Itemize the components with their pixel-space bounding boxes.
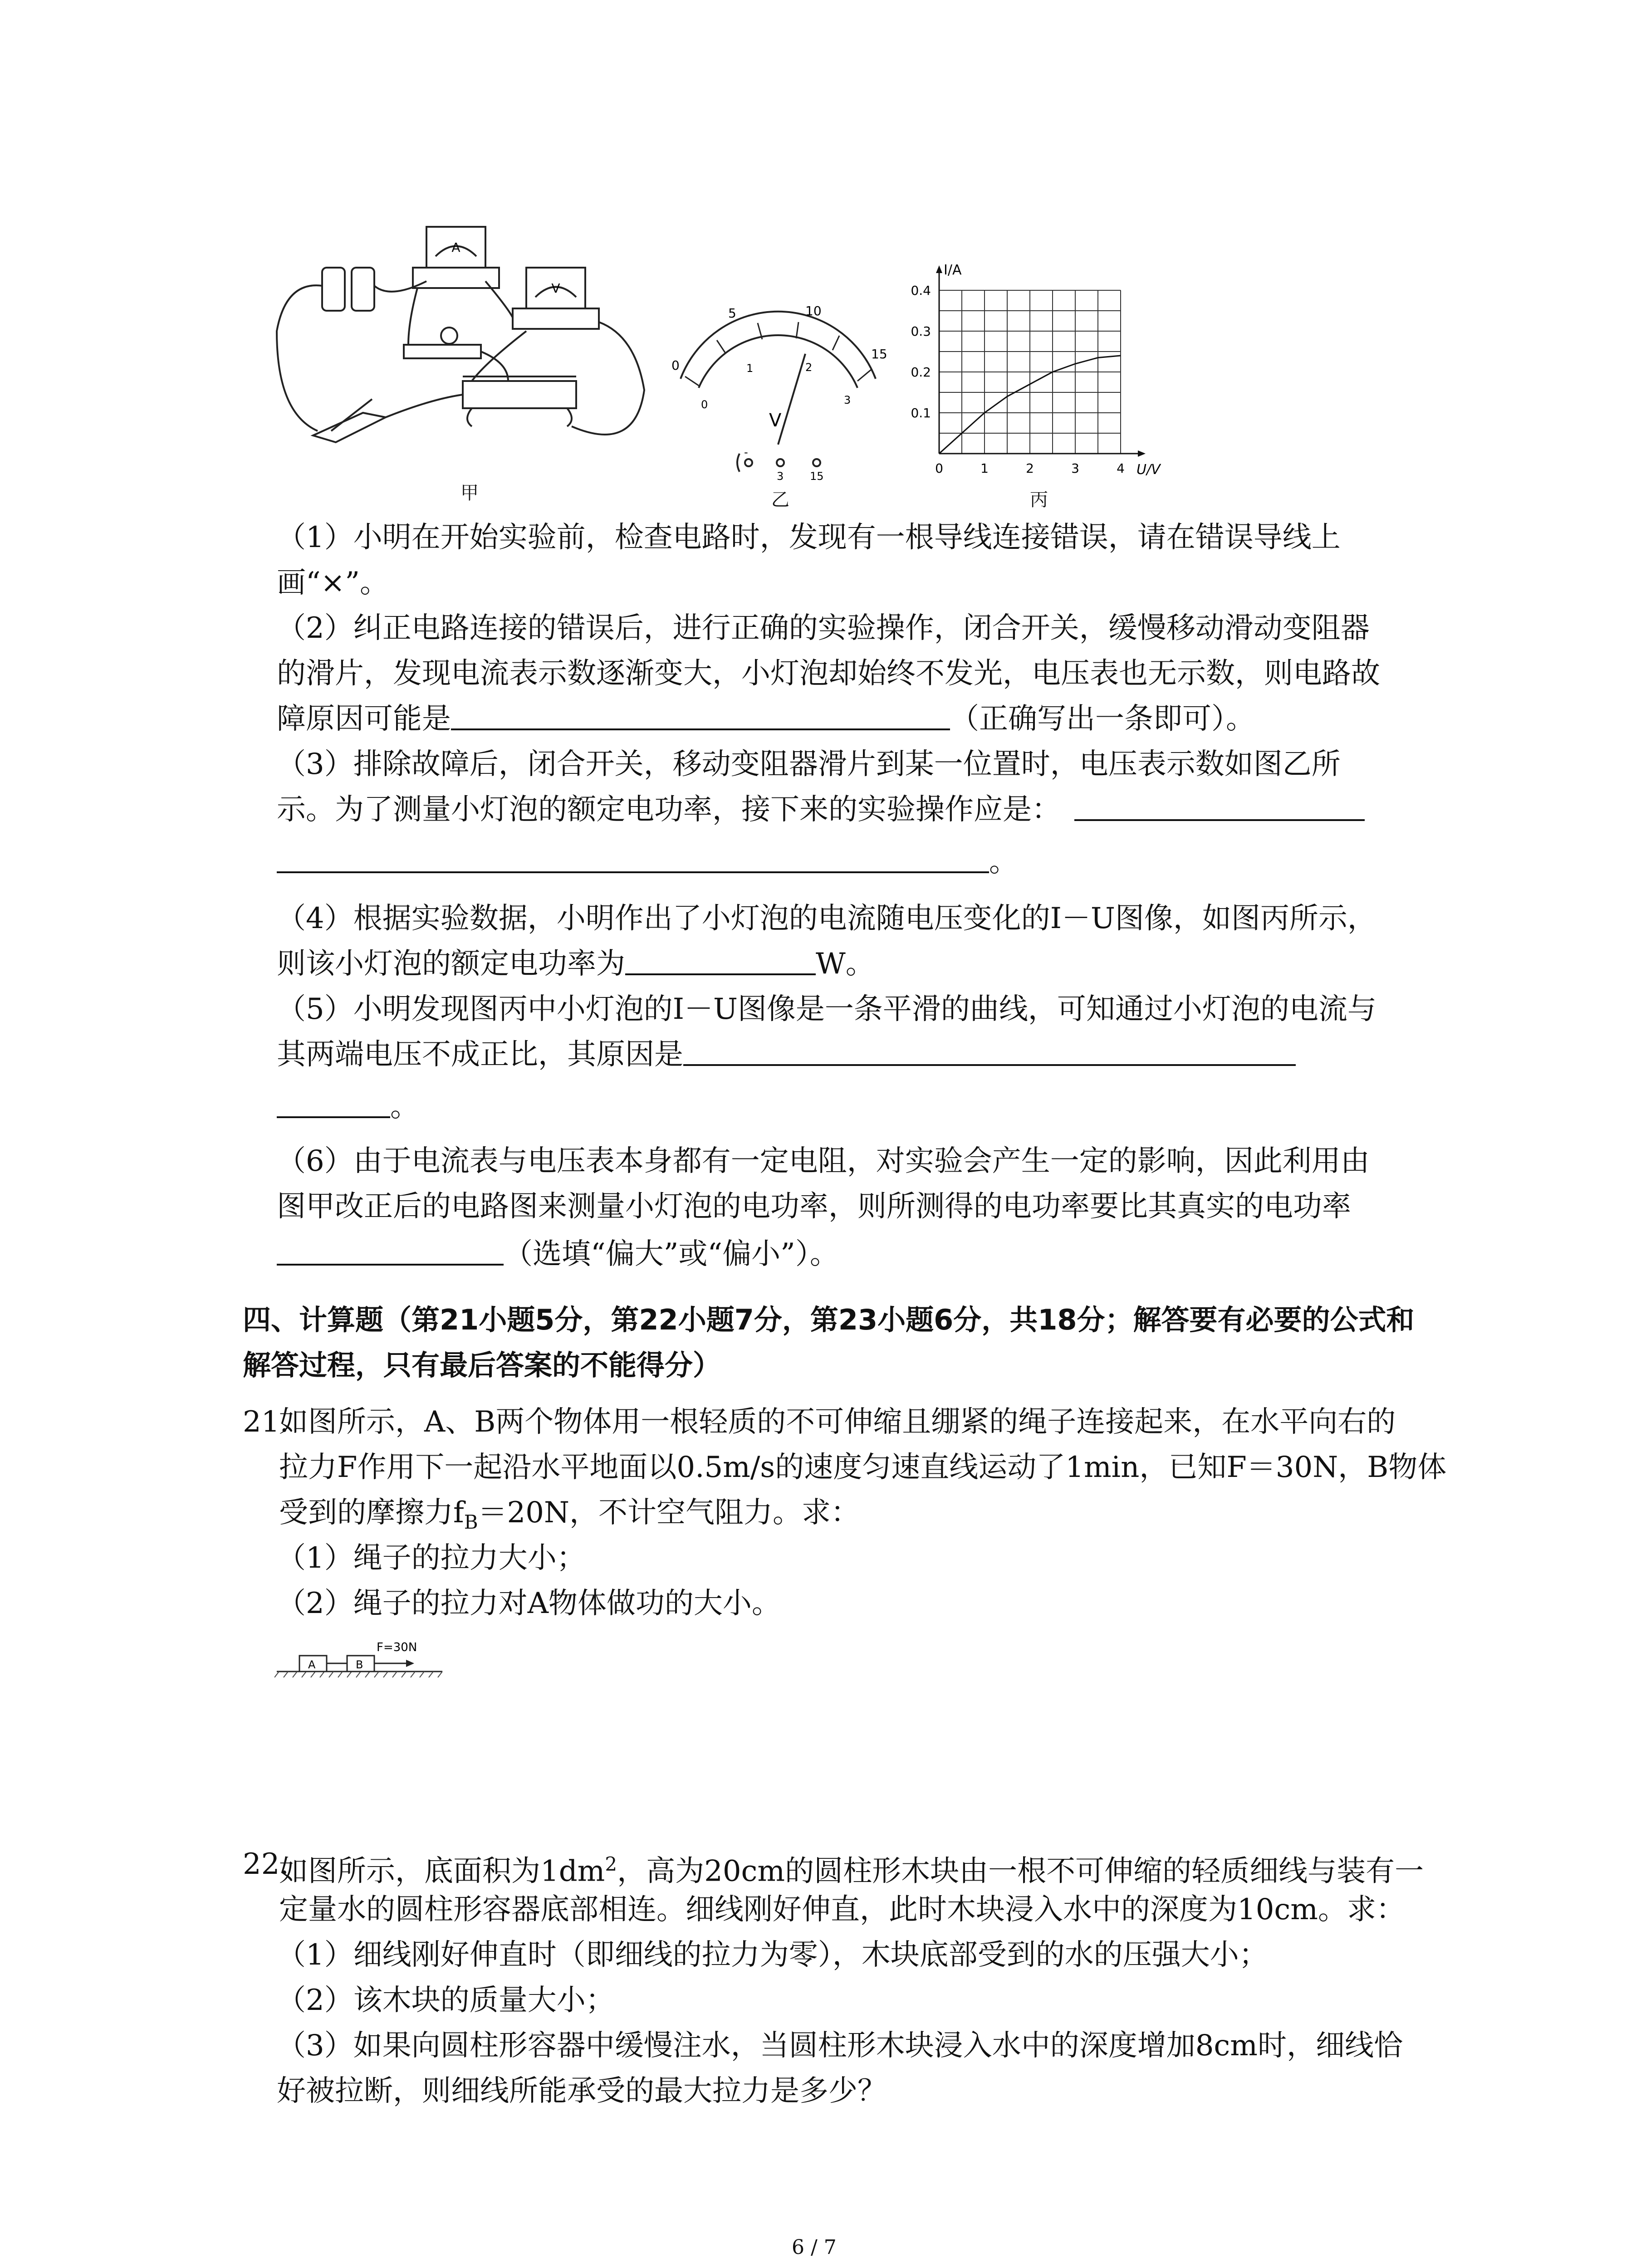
q-part3-cont2: [277, 844, 1018, 880]
terminal-3: 3: [777, 470, 784, 481]
q6-end: （选填“偏大”或“偏小”）。: [504, 1237, 839, 1271]
answer-blank-q2[interactable]: [451, 701, 950, 730]
x-tick-label: 1: [980, 461, 989, 476]
dial-lower-1: 1: [746, 362, 754, 375]
q22-line1-pre: 如图所示，底面积为1dm: [279, 1854, 605, 1888]
answer-blank-q6[interactable]: [277, 1237, 504, 1266]
q21-line1: 如图所示，A、B两个物体用一根轻质的不可伸缩且绷紧的绳子连接起来，在水平向右的: [279, 1405, 1396, 1439]
q4-text-post: W。: [816, 947, 875, 981]
voltmeter-dial-figure-yi: [649, 290, 903, 481]
q21-friction-post: ＝20N，不计空气阻力。求：: [478, 1496, 860, 1530]
q2-text-post: （正确写出一条即可）。: [950, 702, 1255, 736]
circuit-figure-jia: [272, 218, 662, 499]
q21-number: 21.: [243, 1405, 289, 1439]
q21-figure: [274, 1637, 447, 1683]
dial-upper-10: 10: [805, 303, 822, 318]
y-tick-label: 0.4: [911, 283, 931, 298]
q-part3: （3）排除故障后，闭合开关，移动变阻器滑片到某一位置时，电压表示数如图乙所: [277, 748, 1341, 781]
x-axis-label: U/V: [1136, 462, 1161, 478]
q4-text-pre: 则该小灯泡的额定电功率为: [277, 947, 625, 981]
figure-label-bing: 丙: [1030, 489, 1048, 510]
x-tick-label: 2: [1026, 461, 1034, 476]
section-4-heading-cont: 解答过程，只有最后答案的不能得分）: [243, 1349, 721, 1382]
force-label: F=30N: [377, 1641, 417, 1654]
block-b-label: B: [356, 1658, 363, 1671]
q-part5-cont1: [277, 1036, 1296, 1073]
x-tick-label: 0: [935, 461, 943, 476]
q21-line2: 拉力F作用下一起沿水平地面以0.5m/s的速度匀速直线运动了1min，已知F＝30N，B物体: [279, 1451, 1447, 1484]
q-part4-cont: [277, 946, 875, 982]
answer-blank-q4[interactable]: [625, 946, 816, 975]
q21-friction-text: 受到的摩擦力f: [279, 1496, 464, 1530]
answer-blank-q5a[interactable]: [683, 1037, 1296, 1066]
y-tick-label: 0.1: [911, 406, 931, 420]
q-part3-cont1: [277, 792, 1365, 828]
answer-blank-q3a[interactable]: [1074, 792, 1365, 821]
block-a-label: A: [308, 1658, 316, 1671]
q2-text-pre: 障原因可能是: [277, 702, 451, 736]
answer-blank-q3b[interactable]: [277, 844, 989, 873]
y-tick-label: 0.2: [911, 365, 931, 380]
x-axis-arrow: [1138, 450, 1146, 457]
page-number: 6 / 7: [792, 2236, 837, 2259]
y-axis-arrow: [936, 265, 942, 273]
q22-line2: 定量水的圆柱形容器底部相连。细线刚好伸直，此时木块浸入水中的深度为10cm。求：: [279, 1893, 1405, 1926]
dial-lower-3: 3: [844, 394, 851, 406]
q-part5-cont2: [277, 1089, 419, 1125]
q-part1-cont: 画“×”。: [277, 566, 389, 600]
iu-chart: [903, 254, 1184, 481]
q21-line3: [279, 1495, 860, 1540]
dial-upper-5: 5: [728, 306, 736, 321]
q22-sub3-cont: 好被拉断，则细线所能承受的最大拉力是多少？: [277, 2074, 887, 2108]
q-part4: （4）根据实验数据，小明作出了小灯泡的电流随电压变化的I－U图像，如图丙所示，: [277, 902, 1376, 935]
dial-upper-0: 0: [671, 358, 680, 373]
q5-text-pre: 其两端电压不成正比，其原因是: [277, 1038, 683, 1071]
q-part1: （1）小明在开始实验前，检查电路时，发现有一根导线连接错误，请在错误导线上: [277, 521, 1341, 554]
q22-line1-sup: 2: [605, 1853, 617, 1875]
figure-label-yi: 乙: [771, 489, 789, 510]
x-tick-label: 3: [1071, 461, 1079, 476]
q-part5: （5）小明发现图丙中小灯泡的I－U图像是一条平滑的曲线，可知通过小灯泡的电流与: [277, 992, 1376, 1026]
y-axis-label: I/A: [944, 262, 962, 278]
q-part2: （2）纠正电路连接的错误后，进行正确的实验操作，闭合开关，缓慢移动滑动变阻器: [277, 611, 1370, 645]
q22-number: 22.: [243, 1848, 289, 1881]
q-part6: （6）由于电流表与电压表本身都有一定电阻，对实验会产生一定的影响，因此利用由: [277, 1144, 1370, 1178]
q21-friction-sub: B: [464, 1510, 478, 1533]
q22-sub2: （2）该木块的质量大小；: [277, 1984, 615, 2017]
q3-text: 示。为了测量小灯泡的额定电功率，接下来的实验操作应是：: [277, 793, 1061, 826]
dial-symbol: V: [769, 410, 782, 431]
q5-end: 。: [390, 1090, 419, 1124]
q-part2-cont1: 的滑片，发现电流表示数逐渐变大，小灯泡却始终不发光，电压表也无示数，则电路故: [277, 657, 1380, 690]
voltmeter-symbol: V: [551, 281, 560, 296]
ammeter-symbol: A: [451, 240, 460, 255]
figure-label-jia: 甲: [460, 483, 479, 503]
section-4-heading: 四、计算题（第21小题5分，第22小题7分，第23小题6分，共18分；解答要有必要的公式和: [243, 1303, 1415, 1336]
terminal-minus: -: [744, 446, 748, 459]
q22-sub1: （1）细线刚好伸直时（即细线的拉力为零），木块底部受到的水的压强大小；: [277, 1938, 1268, 1972]
q21-sub2: （2）绳子的拉力对A物体做功的大小。: [277, 1587, 781, 1620]
q22-line1: [279, 1846, 1424, 1889]
q21-sub1: （1）绳子的拉力大小；: [277, 1541, 586, 1575]
dial-lower-0: 0: [701, 398, 708, 411]
dial-upper-15: 15: [871, 347, 887, 362]
dial-lower-2: 2: [805, 361, 813, 374]
q-part6-cont2: [277, 1236, 839, 1272]
answer-blank-q5b[interactable]: [277, 1089, 390, 1118]
q3-end: 。: [989, 845, 1018, 879]
q-part2-cont2: [277, 701, 1255, 737]
terminal-15: 15: [810, 470, 824, 481]
q22-line1-post: ，高为20cm的圆柱形木块由一根不可伸缩的轻质细线与装有一: [617, 1854, 1424, 1888]
q-part6-cont1: 图甲改正后的电路图来测量小灯泡的电功率，则所测得的电功率要比其真实的电功率: [277, 1190, 1351, 1223]
y-tick-label: 0.3: [911, 324, 931, 339]
x-tick-label: 4: [1117, 461, 1125, 476]
q22-sub3: （3）如果向圆柱形容器中缓慢注水，当圆柱形木块浸入水中的深度增加8cm时，细线恰: [277, 2029, 1403, 2063]
